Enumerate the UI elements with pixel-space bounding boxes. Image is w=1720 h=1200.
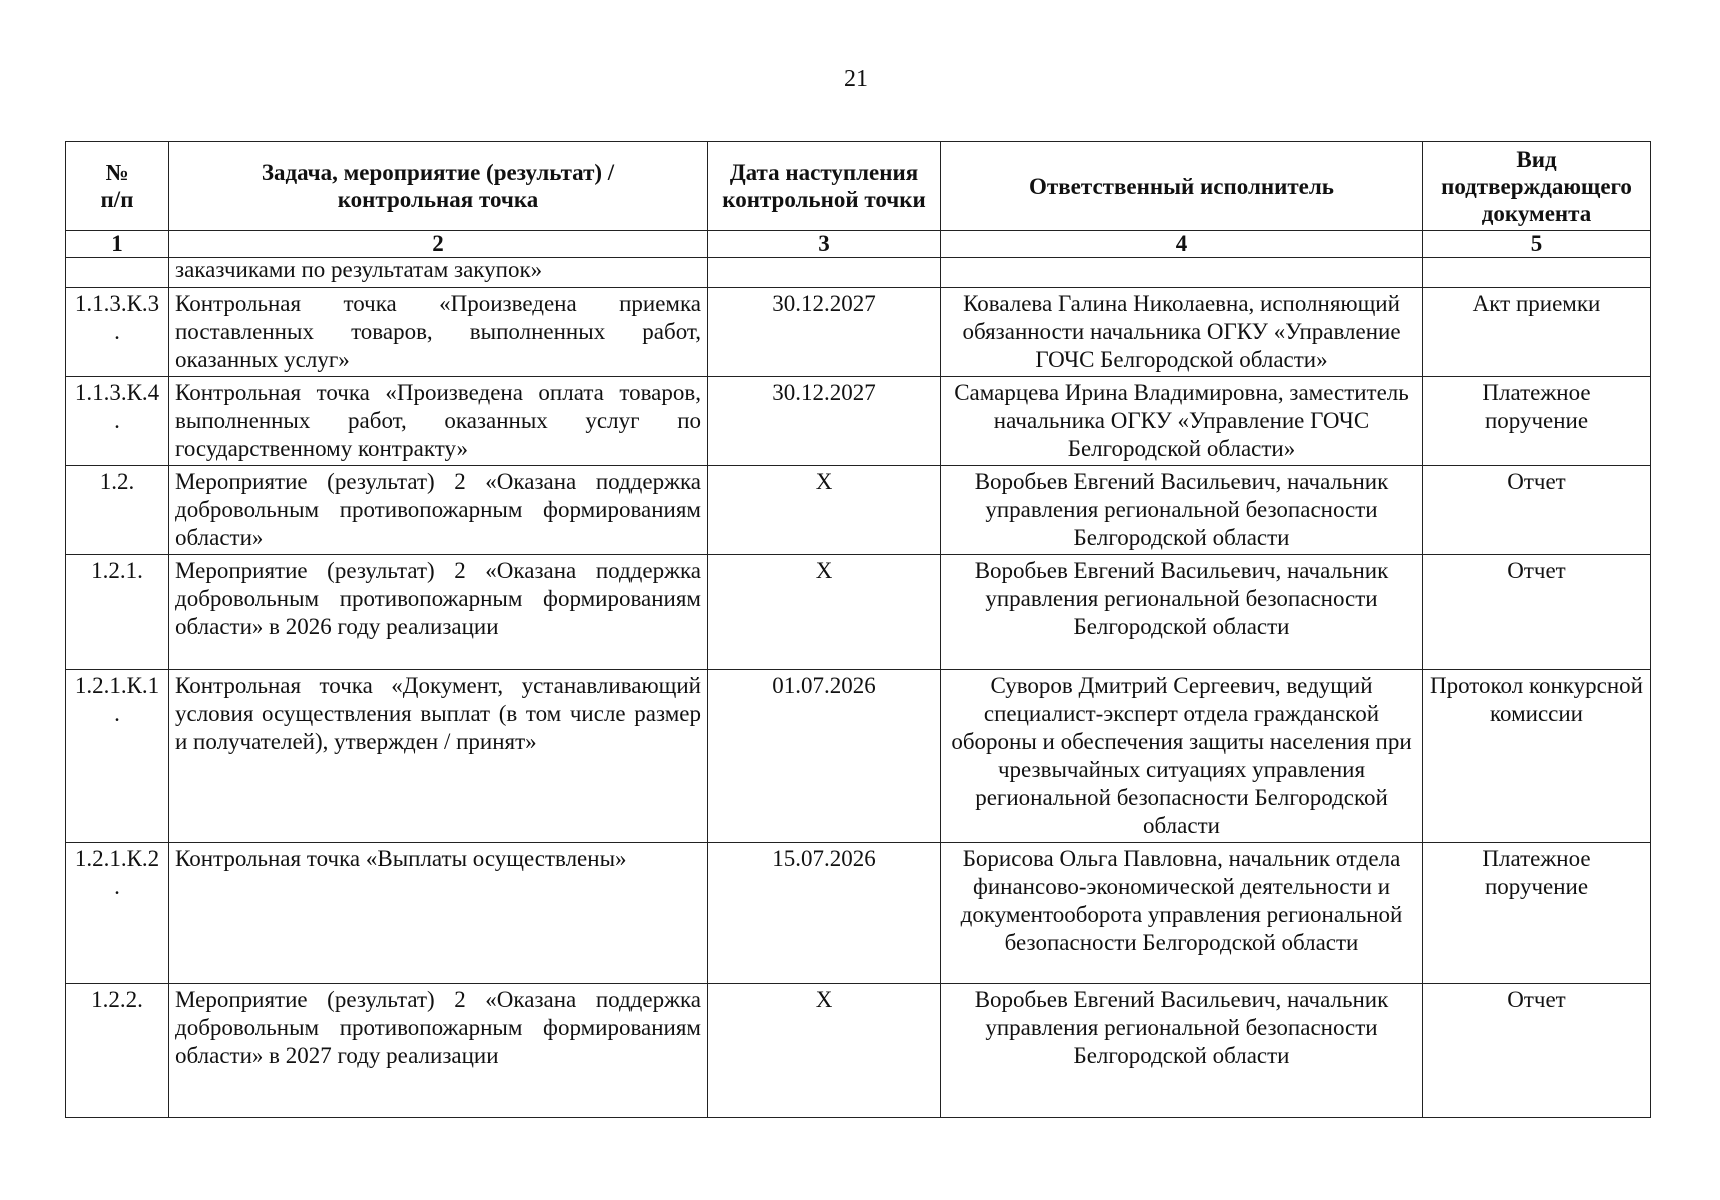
table-header-row	[66, 142, 1651, 231]
row-task: Мероприятие (результат) 2 «Оказана поддержка добровольным противопожарным формированиям области» в 2027 году реализации	[169, 984, 708, 1118]
header-responsible: Ответственный исполнитель	[941, 142, 1423, 231]
row-task: Контрольная точка «Выплаты осуществлены»	[169, 843, 708, 984]
column-number: 2	[169, 231, 708, 258]
row-responsible: Ковалева Галина Николаевна, исполняющий обязанности начальника ОГКУ «Управление ГОЧС Белгородской области»	[941, 288, 1423, 377]
row-document: Платежное поручение	[1423, 377, 1651, 466]
row-responsible: Воробьев Евгений Васильевич, начальник управления региональной безопасности Белгородской области	[941, 984, 1423, 1118]
row-responsible: Воробьев Евгений Васильевич, начальник управления региональной безопасности Белгородской области	[941, 466, 1423, 555]
row-date: 30.12.2027	[708, 377, 941, 466]
row-number: 1.1.3.К.4.	[66, 377, 169, 466]
row-number: 1.2.2.	[66, 984, 169, 1118]
header-document: Вид подтверждающего документа	[1423, 142, 1651, 231]
row-number: 1.2.1.К.2.	[66, 843, 169, 984]
row-date: X	[708, 466, 941, 555]
table-row	[66, 377, 1651, 466]
header-num: № п/п	[66, 142, 169, 231]
row-date: X	[708, 984, 941, 1118]
row-date: X	[708, 555, 941, 670]
row-document: Отчет	[1423, 555, 1651, 670]
row-number	[66, 258, 169, 288]
row-task: Мероприятие (результат) 2 «Оказана поддержка добровольным противопожарным формированиям области» в 2026 году реализации	[169, 555, 708, 670]
row-document: Отчет	[1423, 466, 1651, 555]
table-row	[66, 555, 1651, 670]
column-number: 4	[941, 231, 1423, 258]
row-responsible: Суворов Дмитрий Сергеевич, ведущий специалист-эксперт отдела гражданской обороны и обеспечения защиты населения при чрезвычайных ситуациях управления региональной безопасности Белгородской области	[941, 670, 1423, 843]
row-document: Акт приемки	[1423, 288, 1651, 377]
row-document	[1423, 258, 1651, 288]
control-points-table	[65, 141, 1651, 1118]
row-document: Отчет	[1423, 984, 1651, 1118]
column-number: 3	[708, 231, 941, 258]
row-task: Контрольная точка «Документ, устанавливающий условия осуществления выплат (в том числе размер и получателей), утвержден / принят»	[169, 670, 708, 843]
table-row	[66, 288, 1651, 377]
row-number: 1.2.	[66, 466, 169, 555]
row-number: 1.2.1.	[66, 555, 169, 670]
row-date: 01.07.2026	[708, 670, 941, 843]
header-task: Задача, мероприятие (результат) / контрольная точка	[169, 142, 708, 231]
row-date	[708, 258, 941, 288]
table-row	[66, 984, 1651, 1118]
column-number: 5	[1423, 231, 1651, 258]
row-responsible: Самарцева Ирина Владимировна, заместитель начальника ОГКУ «Управление ГОЧС Белгородской области»	[941, 377, 1423, 466]
row-document: Протокол конкурсной комиссии	[1423, 670, 1651, 843]
row-date: 30.12.2027	[708, 288, 941, 377]
row-task: Контрольная точка «Произведена оплата товаров, выполненных работ, оказанных услуг по государственному контракту»	[169, 377, 708, 466]
table-row	[66, 466, 1651, 555]
row-task: Контрольная точка «Произведена приемка поставленных товаров, выполненных работ, оказанных услуг»	[169, 288, 708, 377]
row-responsible	[941, 258, 1423, 288]
row-task: Мероприятие (результат) 2 «Оказана поддержка добровольным противопожарным формированиям области»	[169, 466, 708, 555]
row-date: 15.07.2026	[708, 843, 941, 984]
row-task: заказчиками по результатам закупок»	[169, 258, 708, 288]
table-row	[66, 670, 1651, 843]
row-number: 1.2.1.К.1.	[66, 670, 169, 843]
table-row	[66, 843, 1651, 984]
table-row	[66, 258, 1651, 288]
header-date: Дата наступления контрольной точки	[708, 142, 941, 231]
column-number: 1	[66, 231, 169, 258]
column-number-row	[66, 231, 1651, 258]
row-responsible: Воробьев Евгений Васильевич, начальник управления региональной безопасности Белгородской области	[941, 555, 1423, 670]
row-number: 1.1.3.К.3.	[66, 288, 169, 377]
page-number: 21	[844, 66, 868, 92]
row-document: Платежное поручение	[1423, 843, 1651, 984]
row-responsible: Борисова Ольга Павловна, начальник отдела финансово-экономической деятельности и документооборота управления региональной безопасности Белгородской области	[941, 843, 1423, 984]
